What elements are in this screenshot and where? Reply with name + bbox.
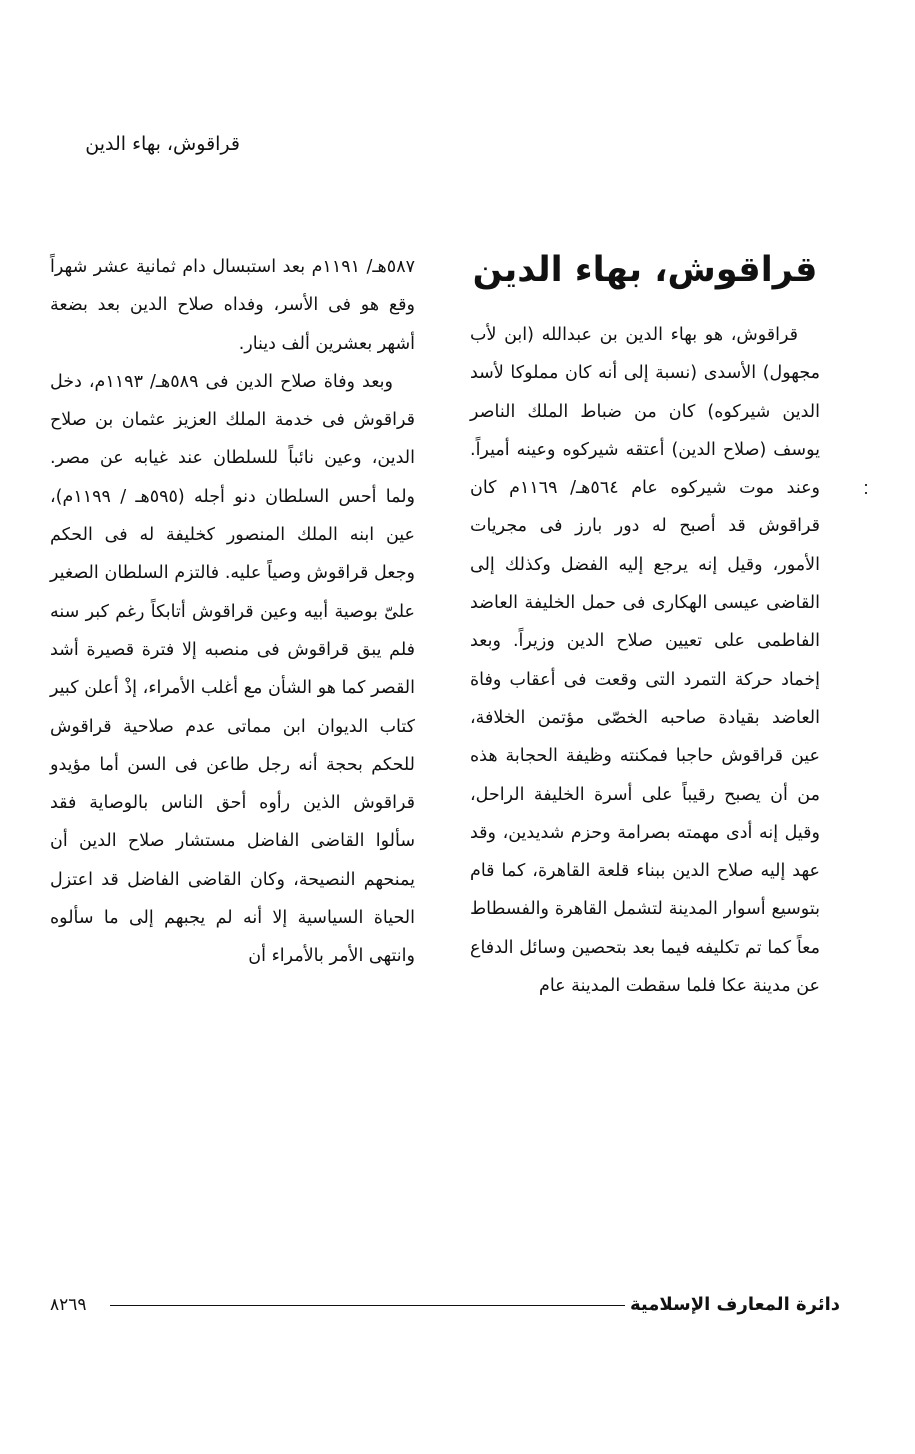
- right-column-paragraph: قراقوش، هو بهاء الدين بن عبدالله (ابن لأب مجهول) الأسدى (نسبة إلى أنه كان مملوكا لأسد الدين شيركوه) كان من ضباط الملك الناصر يوسف (صلاح الدين) أعتقه شيركوه وعينه أميراً. وعند موت شيركوه عام ٥٦٤هـ/ ١١٦٩م كان قراقوش قد أصبح له دور بارز فى مجريات الأمور، وقيل إنه يرجع إليه الفضل وكذلك إلى القاضى عيسى الهكارى فى حمل الخليفة العاضد الفاطمى على تعيين صلاح الدين وزيراً. وبعد إخماد حركة التمرد التى وقعت فى أعقاب وفاة العاضد بقيادة صاحبه الخصّى مؤتمن الخلافة، عين قراقوش حاجبا فمكنته وظيفة الحجابة هذه من أن يصبح رقيباً على أسرة الخليفة الراحل، وقيل إنه أدى مهمته بصرامة وحزم شديدين، وقد عهد إليه صلاح الدين ببناء قلعة القاهرة، كما قام بتوسيع أسوار المدينة لتشمل القاهرة والفسطاط معاً كما تم تكليفه فيما بعد بتحصين وسائل الدفاع عن مدينة عكا فلما سقطت المدينة عام: [470, 325, 820, 997]
- left-column: [50, 248, 415, 976]
- footer-publication-title: دائرة المعارف الإسلامية: [629, 1294, 840, 1315]
- page-footer: [50, 1290, 840, 1320]
- margin-mark: [864, 484, 868, 506]
- article-title: قراقوش، بهاء الدين: [472, 250, 818, 290]
- left-column-paragraph: وبعد وفاة صلاح الدين فى ٥٨٩هـ/ ١١٩٣م، دخل قراقوش فى خدمة الملك العزيز عثمان بن صلاح الدين، وعين نائباً للسلطان عند غيابه عن مصر. ولما أحس السلطان دنو أجله (٥٩٥هـ / ١١٩٩م)، عين ابنه الملك المنصور كخليفة له فى الحكم وجعل قراقوش وصياً عليه. فالتزم السلطان الصغير علىّ بوصية أبيه وعين قراقوش أتابكاً رغم كبر سنه فلم يبق قراقوش فى منصبه إلا فترة قصيرة أشد القصر كما هو الشأن مع أغلب الأمراء، إذْ أعلن كبير كتاب الديوان ابن مماتى عدم صلاحية قراقوش للحكم بحجة أنه رجل طاعن فى السن أما مؤيدو قراقوش الذين رأوه أحق الناس بالوصاية فقد سألوا القاضى الفاضل مستشار صلاح الدين أن يمنحهم النصيحة، وكان القاضى الفاضل قد اعتزل الحياة السياسية إلا أنه لم يجبهم إلى ما سألوه وانتهى الأمر بالأمراء أن: [50, 371, 415, 967]
- footer-rule: [110, 1305, 625, 1306]
- right-column: [470, 316, 820, 1005]
- left-column-paragraph-continued: ٥٨٧هـ/ ١١٩١م بعد استبسال دام ثمانية عشر شهراً وقع هو فى الأسر، وفداه صلاح الدين بعد بضعة أشهر بعشرين ألف دينار.: [50, 257, 415, 354]
- page-number: ٨٢٦٩: [50, 1295, 87, 1315]
- running-header: قراقوش، بهاء الدين: [85, 133, 240, 155]
